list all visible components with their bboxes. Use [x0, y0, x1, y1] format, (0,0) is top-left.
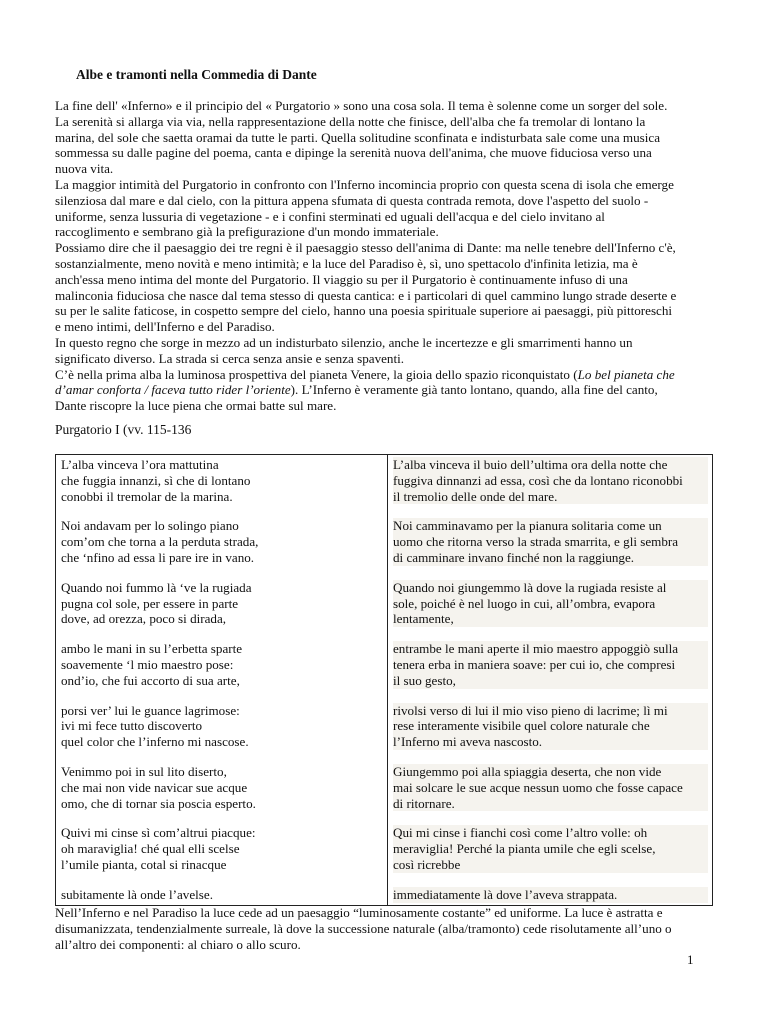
closing-line: disumanizzata, tendenzialmente surreale, là dove la successione naturale (alba/tramonto) cede risolutamente all’uno o — [55, 920, 672, 936]
verse-line: che fuggia innanzi, sì che di lontano — [61, 472, 251, 488]
intro-line: malinconia fiduciosa che nasce dal tema stesso di questa cantica: e i particolari di quel cammino lungo strade deserte e — [55, 287, 677, 303]
verse-line: subitamente là onde l’avelse. — [61, 886, 213, 902]
quote-italic: Lo bel pianeta che — [577, 366, 675, 382]
verse-line: di camminare invano finché non la raggiunge. — [393, 550, 708, 566]
stanza — [393, 580, 708, 627]
section-heading: Purgatorio I (vv. 115-136 — [55, 422, 192, 437]
verse-line: Qui mi cinse i fianchi così come l’altro volle: oh — [393, 825, 708, 841]
stanza — [393, 764, 708, 811]
verse-line: fuggiva dinnanzi ad essa, così che da lontano riconobbi — [393, 473, 708, 489]
verse-line: com’om che torna a la perduta strada, — [61, 534, 259, 550]
verse-line: rivolsi verso di lui il mio viso pieno di lacrime; lì mi — [393, 703, 708, 719]
verse-line: oh maraviglia! ché qual elli scelse — [61, 841, 240, 857]
intro-line: La serenità si allarga via via, nella rappresentazione della notte che finisce, dell'alba che fa tremolar di lontano la — [55, 113, 646, 129]
stanza — [61, 580, 383, 627]
page-number: 1 — [687, 952, 694, 967]
verse-line: che ‘nfino ad essa li pare ire in vano. — [61, 549, 255, 565]
stanza — [61, 887, 383, 903]
verse-line: pugna col sole, per essere in parte — [61, 595, 239, 611]
verse-line: immediatamente là dove l’aveva strappata. — [393, 887, 708, 903]
verse-line: L’alba vinceva l’ora mattutina — [61, 457, 219, 472]
intro-line: e meno intimi, dell'Inferno e del Paradiso. — [55, 319, 275, 335]
venere-line — [55, 382, 757, 398]
intro-line: uniforme, senza lussuria di vegetazione - e i confini sterminati ed uguali dell'acqua e del cielo invitano al — [55, 208, 605, 224]
stanza — [393, 887, 708, 903]
stanza — [61, 457, 383, 504]
verse-line: il suo gesto, — [393, 673, 708, 689]
verse-line: L’alba vinceva il buio dell’ultima ora della notte che — [393, 457, 708, 473]
verse-line: entrambe le mani aperte il mio maestro appoggiò sulla — [393, 641, 708, 657]
verse-line: rese interamente visibile quel colore naturale che — [393, 718, 708, 734]
intro-line: anch'essa meno intima del monte del Purgatorio. Il viaggio su per il Purgatorio è continuamente infuso di una — [55, 271, 628, 287]
verse-line: conobbi il tremolar de la marina. — [61, 488, 233, 504]
closing-paragraph — [55, 905, 767, 952]
verse-line: Venimmo poi in sul lito diserto, — [61, 763, 227, 779]
verse-line: Quando noi fummo là ‘ve la rugiada — [61, 579, 252, 595]
verse-line: tenera erba in maniera soave: per cui io, che compresi — [393, 657, 708, 673]
intro-line: La fine dell' «Inferno» e il principio del « Purgatorio » sono una cosa sola. Il tema è solenne come un sorger del sole. — [55, 98, 668, 113]
venere-line: Dante riscopre la luce piena che ormai batte sul mare. — [55, 398, 337, 414]
table-row — [56, 455, 713, 906]
stanza — [393, 825, 708, 872]
original-column — [56, 455, 388, 906]
verse-line: l’Inferno mi aveva nascosto. — [393, 734, 708, 750]
intro-line: sostanzialmente, meno novità e meno intimità; e la luce del Paradiso è, sì, uno spettacolo d'infinita letizia, ma è — [55, 255, 638, 271]
verse-line: Quivi mi cinse sì com’altrui piacque: — [61, 825, 256, 841]
verse-line: ivi mi fece tutto discoverto — [61, 718, 203, 734]
verse-line: Noi andavam per lo solingo piano — [61, 518, 239, 534]
stanza — [61, 764, 383, 811]
document-title: Albe e tramonti nella Commedia di Dante — [76, 67, 317, 82]
venere-text: ). L’Inferno è veramente già tanto lontano, quando, alla fine del canto, — [290, 382, 658, 398]
verse-line: sole, poiché è nel luogo in cui, all’ombra, evapora — [393, 596, 708, 612]
stanza — [61, 641, 383, 688]
quote-italic: d’amar conforta / faceva tutto rider l’oriente — [55, 382, 291, 398]
verse-line: lentamente, — [393, 611, 708, 627]
verse-line: dove, ad orezza, poco si dirada, — [61, 611, 227, 627]
intro-line: significato diverso. La strada si cerca senza ansie e senza spaventi. — [55, 350, 405, 366]
stanza — [61, 703, 383, 750]
closing-line: Nell’Inferno e nel Paradiso la luce cede ad un paesaggio “luminosamente costante” ed uniforme. La luce è astratta e — [55, 905, 663, 920]
closing-line: all’altro dei componenti: al chiaro o allo scuro. — [55, 936, 301, 952]
verse-line: mai solcare le sue acque nessun uomo che fosse capace — [393, 780, 708, 796]
verse-line: che mai non vide navicar sue acque — [61, 779, 248, 795]
verse-table — [55, 454, 713, 906]
intro-paragraph — [55, 98, 757, 414]
verse-line: così ricrebbe — [393, 857, 708, 873]
intro-line: In questo regno che sorge in mezzo ad un indisturbato silenzio, anche le incertezze e gli smarrimenti hanno un — [55, 334, 633, 350]
verse-line: soavemente ‘l mio maestro pose: — [61, 656, 234, 672]
verse-line: quel color che l’inferno mi nascose. — [61, 734, 249, 750]
verse-line: meraviglia! Perché la pianta umile che egli scelse, — [393, 841, 708, 857]
verse-line: Giungemmo poi alla spiaggia deserta, che non vide — [393, 764, 708, 780]
verse-line: omo, che di tornar sia poscia esperto. — [61, 795, 256, 811]
stanza — [393, 518, 708, 565]
verse-line: ond’io, che fui accorto di sua arte, — [61, 672, 240, 688]
intro-line: Possiamo dire che il paesaggio dei tre regni è il paesaggio stesso dell'anima di Dante: ma nelle tenebre dell'Inferno c'è, — [55, 240, 676, 256]
stanza — [393, 703, 708, 750]
verse-line: porsi ver’ lui le guance lagrimose: — [61, 702, 240, 718]
verse-line: di ritornare. — [393, 796, 708, 812]
intro-line: sommessa su dalle pagine del poema, canta e dipinge la serenità nuova dell'anima, che muove fiduciosa verso una — [55, 145, 652, 161]
stanza — [61, 825, 383, 872]
stanza — [61, 518, 383, 565]
venere-text: C’è nella prima alba la luminosa prospettiva del pianeta Venere, la gioia dello spazio riconquistato ( — [55, 366, 578, 382]
translation-column — [388, 455, 713, 906]
intro-line: La maggior intimità del Purgatorio in confronto con l'Inferno incomincia proprio con questa scena di isola che emerge — [55, 176, 674, 192]
verse-line: Noi camminavamo per la pianura solitaria come un — [393, 518, 708, 534]
intro-body — [55, 98, 757, 414]
verse-line: il tremolio delle onde del mare. — [393, 489, 708, 505]
intro-line: silenziosa dal mare e dal cielo, con la pittura appena sfumata di questa contrada remota, dove l'aspetto del suolo - — [55, 192, 649, 208]
venere-line — [55, 367, 757, 383]
verse-line: ambo le mani in su l’erbetta sparte — [61, 641, 243, 657]
intro-line: su per le salite faticose, in cospetto sempre del cielo, hanno una poesia spirituale superiore ai paesaggi, più pittoreschi — [55, 303, 673, 319]
intro-line: marina, del sole che saetta oramai da tutte le parti. Quella solitudine sconfinata e indisturbata sale come una musica — [55, 129, 661, 145]
verse-line: l’umile pianta, cotal si rinacque — [61, 856, 227, 872]
intro-line: raccoglimento e sembrano già la prefigurazione d'un mondo immateriale. — [55, 224, 439, 240]
verse-line: uomo che ritorna verso la strada smarrita, e gli sembra — [393, 534, 708, 550]
stanza — [393, 457, 708, 504]
stanza — [393, 641, 708, 688]
intro-line: nuova vita. — [55, 161, 114, 177]
verse-line: Quando noi giungemmo là dove la rugiada resiste al — [393, 580, 708, 596]
